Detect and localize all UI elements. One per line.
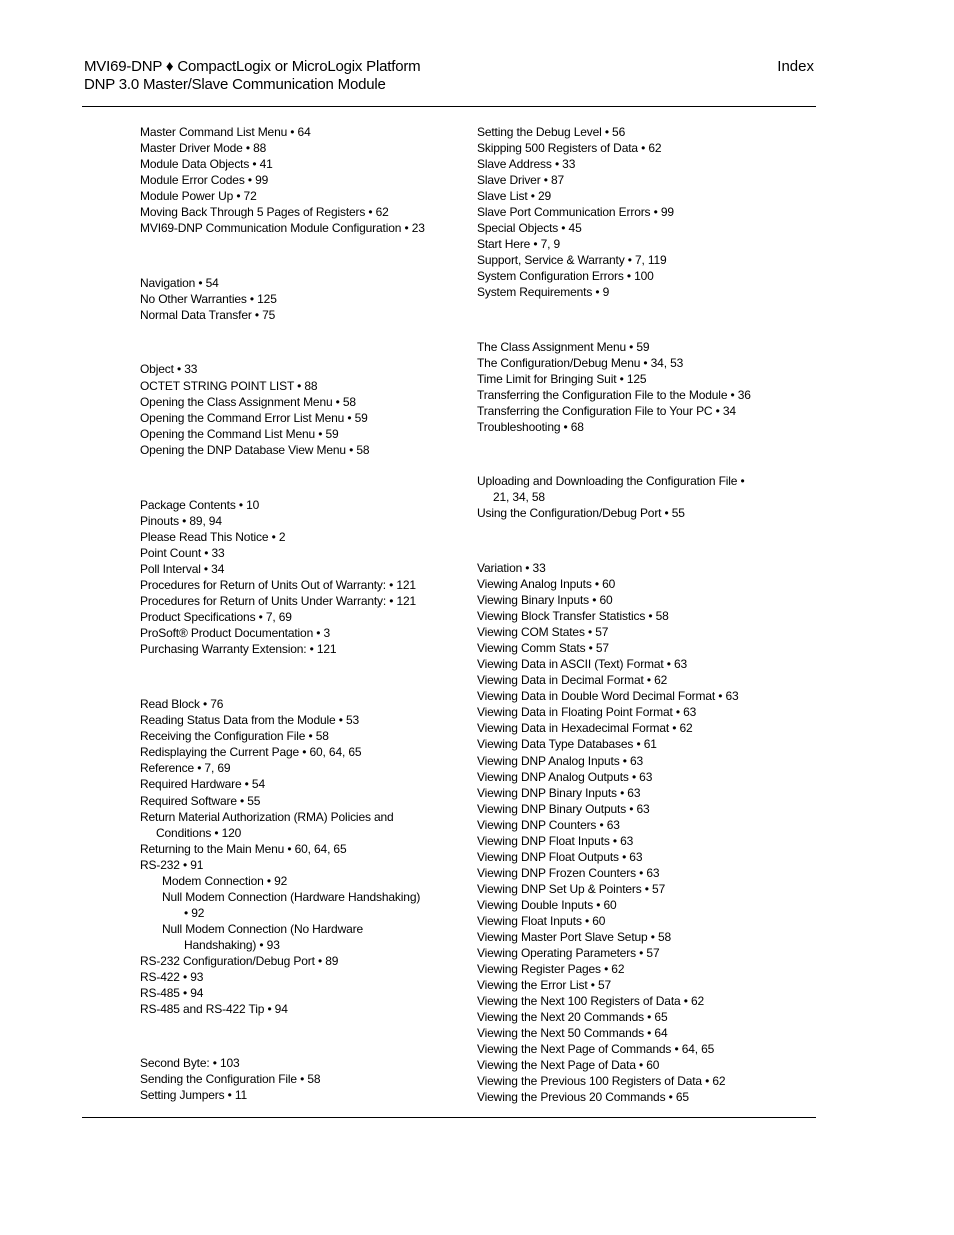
index-entry — [140, 426, 460, 442]
index-column-left — [140, 124, 460, 1103]
index-entry — [477, 156, 797, 172]
index-entry-text: Viewing COM States • 57 — [477, 625, 609, 640]
index-entry — [140, 593, 460, 609]
index-entry-text: System Requirements • 9 — [477, 285, 610, 300]
index-entry — [477, 961, 797, 977]
index-entry — [477, 897, 797, 913]
index-entry — [477, 913, 797, 929]
index-entry-text: Viewing the Next 50 Commands • 64 — [477, 1026, 668, 1041]
index-entry-text: Viewing DNP Float Inputs • 63 — [477, 833, 634, 848]
index-letter-group — [477, 339, 797, 435]
index-entry-text: Viewing the Next Page of Data • 60 — [477, 1058, 660, 1073]
index-entry-text: Viewing DNP Analog Inputs • 63 — [477, 753, 644, 768]
index-entry-text: Viewing Comm Stats • 57 — [477, 641, 609, 656]
index-entry — [477, 419, 797, 435]
index-entry-text: Navigation • 54 — [140, 276, 219, 291]
index-entry-text: Viewing Data in ASCII (Text) Format • 63 — [477, 657, 688, 672]
index-entry — [477, 977, 797, 993]
index-entry-text: Required Software • 55 — [140, 793, 261, 808]
index-entry — [477, 188, 797, 204]
index-entry — [477, 124, 797, 140]
index-entry — [477, 371, 797, 387]
index-entry-text: Procedures for Return of Units Out of Warranty: • 121 — [140, 577, 416, 592]
index-entry — [477, 355, 797, 371]
index-entry-text: Required Hardware • 54 — [140, 777, 265, 792]
index-entry-text: Opening the Class Assignment Menu • 58 — [140, 394, 356, 409]
index-entry-text: Viewing Data in Hexadecimal Format • 62 — [477, 721, 693, 736]
index-entry-text: Viewing Analog Inputs • 60 — [477, 576, 616, 591]
index-entry-text: Viewing Operating Parameters • 57 — [477, 946, 660, 961]
index-entry-text: Viewing the Next Page of Commands • 64, 65 — [477, 1042, 715, 1057]
index-entry — [140, 776, 460, 792]
index-entry — [140, 378, 460, 394]
index-letter-group — [140, 497, 460, 657]
index-entry-text: Viewing Float Inputs • 60 — [477, 913, 606, 928]
index-entry — [477, 1041, 797, 1057]
index-entry-text: Receiving the Configuration File • 58 — [140, 729, 329, 744]
index-entry — [477, 403, 797, 419]
index-entry-text: ProSoft® Product Documentation • 3 — [140, 626, 331, 641]
index-entry — [477, 720, 797, 736]
index-entry — [477, 284, 797, 300]
index-entry-text: Product Specifications • 7, 69 — [140, 610, 292, 625]
index-entry — [477, 236, 797, 252]
index-entry-text: Master Driver Mode • 88 — [140, 141, 267, 156]
index-entry — [140, 728, 460, 744]
page-header — [82, 56, 816, 107]
index-entry — [477, 993, 797, 1009]
index-entry — [140, 1087, 460, 1103]
index-entry — [477, 1009, 797, 1025]
index-entry-text: Start Here • 7, 9 — [477, 237, 561, 252]
index-entry — [140, 953, 460, 969]
index-column-right — [477, 124, 797, 1106]
index-entry-text: Viewing DNP Frozen Counters • 63 — [477, 865, 660, 880]
index-entry — [477, 560, 797, 576]
index-entry-text: The Configuration/Debug Menu • 34, 53 — [477, 355, 684, 370]
index-entry-text: Object • 33 — [140, 362, 198, 377]
index-entry-text: Viewing DNP Counters • 63 — [477, 817, 620, 832]
index-entry-text: Viewing DNP Binary Inputs • 63 — [477, 785, 641, 800]
index-entry — [477, 1073, 797, 1089]
index-entry — [140, 841, 460, 857]
index-entry — [477, 473, 797, 505]
index-entry-text: System Configuration Errors • 100 — [477, 269, 654, 284]
footer-rule — [82, 1117, 816, 1118]
document-subtitle: DNP 3.0 Master/Slave Communication Module — [84, 76, 386, 93]
index-entry — [140, 156, 460, 172]
index-entry — [477, 505, 797, 521]
index-entry-text: Opening the Command Error List Menu • 59 — [140, 410, 368, 425]
index-entry — [140, 529, 460, 545]
index-entry-text: Modem Connection • 92 — [162, 873, 288, 888]
index-entry-text: Moving Back Through 5 Pages of Registers • 62 — [140, 205, 389, 220]
index-entry — [140, 760, 460, 776]
index-entry-text: Time Limit for Bringing Suit • 125 — [477, 371, 647, 386]
index-entry-continuation: Conditions • 120 — [156, 825, 242, 840]
index-entry-text: Viewing Double Inputs • 60 — [477, 897, 617, 912]
index-entry — [140, 561, 460, 577]
index-entry-text: Second Byte: • 103 — [140, 1056, 240, 1071]
index-entry-text: OCTET STRING POINT LIST • 88 — [140, 378, 318, 393]
index-entry — [477, 817, 797, 833]
index-entry-text: Troubleshooting • 68 — [477, 419, 584, 434]
index-entry — [140, 513, 460, 529]
index-entry — [140, 394, 460, 410]
index-entry — [477, 865, 797, 881]
index-entry-text: Slave Address • 33 — [477, 157, 576, 172]
index-entry-text: Transferring the Configuration File to Your PC • 34 — [477, 403, 736, 418]
index-entry — [477, 220, 797, 236]
index-entry — [140, 641, 460, 657]
index-entry-text: Reference • 7, 69 — [140, 761, 231, 776]
index-letter-group — [477, 560, 797, 1106]
index-entry-text: Viewing the Error List • 57 — [477, 978, 611, 993]
index-entry-text: No Other Warranties • 125 — [140, 292, 277, 307]
index-letter-group — [140, 361, 460, 457]
index-entry-text: Special Objects • 45 — [477, 221, 582, 236]
index-entry-text: Using the Configuration/Debug Port • 55 — [477, 505, 685, 520]
index-entry — [140, 809, 460, 841]
index-entry — [477, 849, 797, 865]
index-entry-text: Viewing the Previous 20 Commands • 65 — [477, 1090, 689, 1105]
index-entry — [140, 410, 460, 426]
index-entry — [140, 545, 460, 561]
index-entry-text: Viewing DNP Binary Outputs • 63 — [477, 801, 650, 816]
index-entry-text: Module Error Codes • 99 — [140, 173, 269, 188]
index-letter-group — [140, 696, 460, 1017]
index-entry — [140, 124, 460, 140]
index-entry-text: Reading Status Data from the Module • 53 — [140, 713, 359, 728]
index-entry — [140, 609, 460, 625]
index-entry — [477, 640, 797, 656]
index-entry — [140, 140, 460, 156]
index-entry — [477, 753, 797, 769]
index-entry-continuation: • 92 — [184, 905, 205, 920]
index-entry-text: Returning to the Main Menu • 60, 64, 65 — [140, 841, 347, 856]
section-name: Index — [777, 58, 814, 75]
index-entry — [140, 497, 460, 513]
index-entry-text: Slave Port Communication Errors • 99 — [477, 205, 674, 220]
index-entry-text: Point Count • 33 — [140, 545, 225, 560]
index-entry — [140, 307, 460, 323]
index-entry-text: Procedures for Return of Units Under Warranty: • 121 — [140, 594, 417, 609]
index-entry-text: Viewing the Next 20 Commands • 65 — [477, 1010, 668, 1025]
index-entry — [477, 656, 797, 672]
index-entry — [477, 688, 797, 704]
index-entry-text: Purchasing Warranty Extension: • 121 — [140, 642, 337, 657]
index-entry-text: Variation • 33 — [477, 560, 546, 575]
index-entry-text: RS-422 • 93 — [140, 970, 204, 985]
index-entry — [140, 204, 460, 220]
index-letter-group — [477, 473, 797, 521]
index-entry-text: Viewing the Previous 100 Registers of Data • 62 — [477, 1074, 726, 1089]
index-letter-group — [140, 124, 460, 236]
index-letter-group — [140, 1055, 460, 1103]
index-entry — [477, 576, 797, 592]
index-subentry — [140, 873, 460, 889]
index-entry — [477, 387, 797, 403]
index-entry-text: Read Block • 76 — [140, 697, 224, 712]
index-entry — [140, 625, 460, 641]
index-entry-text: The Class Assignment Menu • 59 — [477, 339, 650, 354]
index-entry-text: Skipping 500 Registers of Data • 62 — [477, 141, 662, 156]
index-entry — [477, 339, 797, 355]
index-entry — [477, 881, 797, 897]
index-entry — [140, 1055, 460, 1071]
index-entry — [477, 704, 797, 720]
index-entry — [140, 291, 460, 307]
index-entry — [140, 969, 460, 985]
index-entry — [477, 204, 797, 220]
index-entry — [140, 744, 460, 760]
index-entry-text: RS-232 • 91 — [140, 857, 204, 872]
index-letter-group — [477, 124, 797, 301]
index-entry-text: Slave Driver • 87 — [477, 173, 565, 188]
index-entry — [477, 252, 797, 268]
index-entry-text: Uploading and Downloading the Configuration File • — [477, 473, 745, 488]
index-entry — [140, 1071, 460, 1087]
index-entry — [477, 1057, 797, 1073]
index-entry-text: Sending the Configuration File • 58 — [140, 1072, 321, 1087]
index-entry-text: Viewing Data in Decimal Format • 62 — [477, 673, 668, 688]
index-entry-text: Viewing Block Transfer Statistics • 58 — [477, 609, 669, 624]
index-entry-continuation: Handshaking) • 93 — [184, 937, 280, 952]
index-entry — [140, 275, 460, 291]
index-entry — [140, 793, 460, 809]
index-entry-text: Poll Interval • 34 — [140, 561, 225, 576]
index-entry — [140, 1001, 460, 1017]
index-entry — [140, 577, 460, 593]
index-entry-text: Please Read This Notice • 2 — [140, 529, 286, 544]
index-entry-text: Viewing Data in Floating Point Format • 63 — [477, 705, 697, 720]
document-title: MVI69-DNP ♦ CompactLogix or MicroLogix Platform — [84, 58, 421, 75]
index-subentry — [140, 921, 460, 953]
index-letter-group — [140, 275, 460, 323]
index-entry — [477, 1089, 797, 1105]
index-entry-continuation: 21, 34, 58 — [493, 489, 545, 504]
index-entry-text: Viewing Master Port Slave Setup • 58 — [477, 930, 672, 945]
index-entry-text: Opening the DNP Database View Menu • 58 — [140, 442, 370, 457]
index-entry — [140, 985, 460, 1001]
index-entry-text: Return Material Authorization (RMA) Policies and — [140, 809, 394, 824]
index-entry-text: Viewing Binary Inputs • 60 — [477, 593, 613, 608]
index-entry — [140, 188, 460, 204]
index-entry-text: Viewing the Next 100 Registers of Data • 62 — [477, 994, 704, 1009]
index-entry-text: Redisplaying the Current Page • 60, 64, 65 — [140, 745, 362, 760]
index-entry — [140, 857, 460, 873]
index-entry-text: Viewing Register Pages • 62 — [477, 962, 625, 977]
index-entry-text: RS-485 • 94 — [140, 986, 204, 1001]
index-entry — [140, 361, 460, 377]
index-entry — [140, 696, 460, 712]
index-entry-text: Slave List • 29 — [477, 189, 551, 204]
index-entry — [477, 624, 797, 640]
index-entry — [140, 172, 460, 188]
index-entry-text: Normal Data Transfer • 75 — [140, 308, 276, 323]
index-entry-text: Viewing Data Type Databases • 61 — [477, 737, 657, 752]
index-entry — [477, 608, 797, 624]
index-entry-text: RS-232 Configuration/Debug Port • 89 — [140, 953, 339, 968]
index-entry-text: Support, Service & Warranty • 7, 119 — [477, 253, 667, 268]
index-entry-text: MVI69-DNP Communication Module Configuration • 23 — [140, 221, 425, 236]
index-entry — [140, 442, 460, 458]
index-entry-text: Viewing DNP Set Up & Pointers • 57 — [477, 881, 666, 896]
index-entry-text: Setting the Debug Level • 56 — [477, 125, 626, 139]
index-entry — [477, 172, 797, 188]
index-entry — [140, 220, 460, 236]
index-entry-text: Viewing DNP Float Outputs • 63 — [477, 849, 643, 864]
index-entry-text: Module Data Objects • 41 — [140, 157, 273, 172]
index-entry-text: Module Power Up • 72 — [140, 189, 257, 204]
index-entry — [140, 712, 460, 728]
index-entry-text: Null Modem Connection (Hardware Handshaking) — [162, 889, 421, 904]
index-entry — [477, 592, 797, 608]
index-entry-text: Opening the Command List Menu • 59 — [140, 426, 339, 441]
index-entry-text: Setting Jumpers • 11 — [140, 1088, 248, 1103]
index-entry — [477, 945, 797, 961]
index-entry — [477, 268, 797, 284]
index-entry — [477, 736, 797, 752]
index-entry-text: Null Modem Connection (No Hardware — [162, 921, 363, 936]
index-entry-text: RS-485 and RS-422 Tip • 94 — [140, 1002, 288, 1017]
index-entry — [477, 929, 797, 945]
index-entry-text: Viewing Data in Double Word Decimal Format • 63 — [477, 689, 739, 704]
index-entry-text: Transferring the Configuration File to the Module • 36 — [477, 387, 751, 402]
index-entry — [477, 785, 797, 801]
index-entry — [477, 140, 797, 156]
index-subentry — [140, 889, 460, 921]
index-entry-text: Viewing DNP Analog Outputs • 63 — [477, 769, 653, 784]
index-entry — [477, 801, 797, 817]
index-entry-text: Package Contents • 10 — [140, 497, 260, 512]
index-entry — [477, 672, 797, 688]
index-entry — [477, 769, 797, 785]
index-entry-text: Pinouts • 89, 94 — [140, 513, 222, 528]
index-entry-text: Master Command List Menu • 64 — [140, 125, 311, 139]
index-entry — [477, 833, 797, 849]
index-entry — [477, 1025, 797, 1041]
